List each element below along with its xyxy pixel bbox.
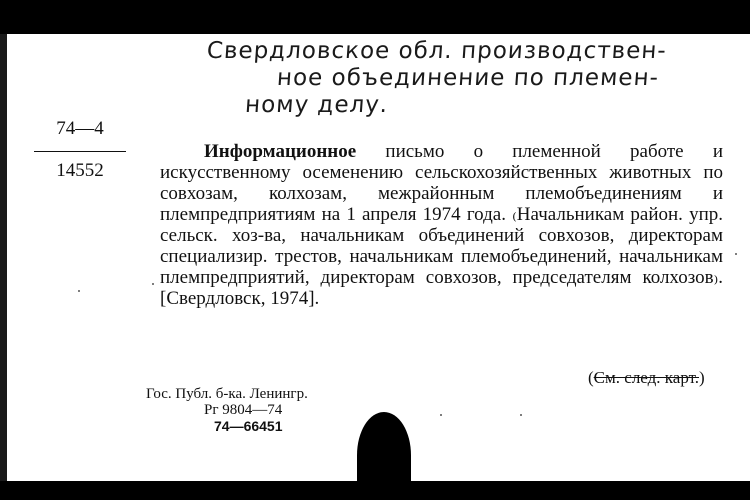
punch-hole — [357, 412, 411, 484]
scan-bottom-border — [0, 481, 750, 500]
handwritten-line: Свердловское обл. производствен- — [206, 38, 668, 64]
call-number-bottom: 14552 — [56, 160, 104, 181]
stamp-library-line: Гос. Публ. б-ка. Ленингр. — [146, 386, 308, 402]
catalog-entry-text — [160, 141, 723, 309]
scan-speck — [78, 290, 80, 292]
handwritten-line: ное объединение по племен- — [276, 65, 660, 91]
handwritten-line: ному делу. — [244, 92, 390, 118]
scan-speck — [152, 283, 154, 285]
call-number-divider — [34, 151, 126, 152]
see-next-card-note — [588, 368, 705, 388]
stamp-registry-line: Рг 9804—74 — [204, 402, 283, 418]
card-left-edge — [0, 34, 7, 481]
handwritten-header — [202, 38, 748, 119]
call-number — [34, 118, 126, 182]
entry-title-lead: Информационное — [204, 141, 357, 162]
scan-speck — [520, 414, 522, 416]
see-next-close: ) — [699, 368, 705, 387]
scan-speck — [440, 414, 442, 416]
entry-body: письмо о племенной работе и искусственному осеменению сельскохозяйственных животных по совхозам, колхозам, межрайонным племобъединениям и племпредприятиям на 1 апреля 1974 года. ₍Начальникам район. упр. сельск. хоз-ва, начальникам объединений совхозов, директорам специализир. трестов, начальникам племобъединений, начальникам племпредприятий, директорам совхозов, председателям колхозов₎. [Свердловск, 1974]. — [160, 141, 723, 309]
stamp-inventory-line: 74—66451 — [214, 418, 283, 434]
see-next-open: ( — [588, 368, 594, 387]
library-stamp — [146, 386, 308, 434]
scan-top-border — [0, 0, 750, 34]
call-number-top: 74—4 — [56, 118, 104, 139]
see-next-struck-text: См. след. карт. — [593, 368, 699, 387]
scan-speck — [735, 253, 737, 255]
